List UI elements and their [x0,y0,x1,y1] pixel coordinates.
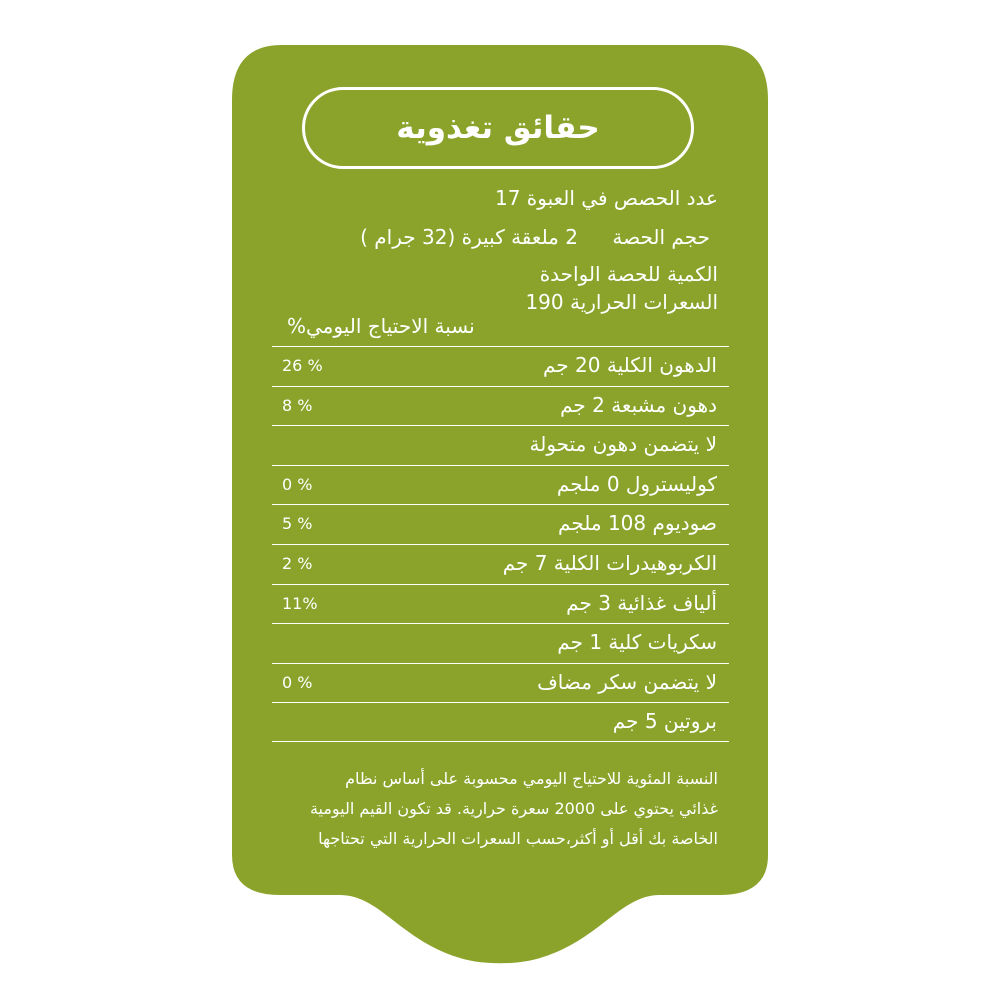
nutrient-name: لا يتضمن سكر مضاف [537,669,717,694]
footnote-line: غذائي يحتوي على 2000 سعرة حرارية. قد تكون القيم اليومية [309,799,718,818]
footnote-line: الخاصة بك أقل أو أكثر،حسب السعرات الحرارية التي تحتاجها [318,829,718,848]
nutrient-row-saturated-fat [272,386,729,426]
footnote-line: النسبة المئوية للاحتياج اليومي محسوبة على أساس نظام [345,769,718,788]
nutrient-row-sodium [272,504,729,544]
nutrient-row-total-sugars [272,623,729,663]
nutrient-row-carbohydrates [272,544,729,584]
nutrient-daily-value: 5 % [282,514,313,534]
nutrient-daily-value: 26 % [282,356,323,375]
nutrient-name: الدهون الكلية 20 جم [543,353,717,377]
nutrient-name: لا يتضمن دهون متحولة [529,432,717,457]
serving-size-value: 2 ملعقة كبيرة (32 جرام ) [360,225,578,249]
nutrient-daily-value: 11% [282,593,318,613]
nutrient-row-added-sugar [272,663,729,703]
amount-per-serving: الكمية للحصة الواحدة [539,262,718,286]
nutrient-name: بروتين 5 جم [612,709,717,734]
daily-value-header: نسبة الاحتياج اليومي% [287,314,475,338]
nutrient-name: ألياف غذائية 3 جم [566,590,717,615]
nutrient-row-total-fat [272,346,729,386]
nutrient-name: كوليسترول 0 ملجم [556,471,717,496]
nutrient-row-fiber [272,584,729,624]
nutrient-daily-value: 8 % [282,395,313,415]
nutrient-daily-value: 0 % [282,672,313,692]
nutrient-row-protein [272,702,729,742]
nutrient-name: دهون مشبعة 2 جم [560,392,717,417]
nutrient-row-cholesterol [272,465,729,505]
nutrient-daily-value: 2 % [282,553,313,573]
servings-per-container: عدد الحصص في العبوة 17 [494,186,718,210]
nutrient-row-trans-fat [272,425,729,465]
daily-value-footnote [278,764,718,854]
label-title: حقائق تغذوية [396,110,600,146]
nutrient-name: الكربوهيدرات الكلية 7 جم [502,550,717,575]
serving-size-label: حجم الحصة [612,225,710,249]
title-pill [302,87,694,169]
nutrient-name: صوديوم 108 ملجم [558,511,717,536]
nutrient-name: سكريات كلية 1 جم [557,630,717,655]
calories: السعرات الحرارية 190 [525,290,718,314]
nutrient-table [272,346,729,742]
nutrient-daily-value: 0 % [282,474,313,494]
